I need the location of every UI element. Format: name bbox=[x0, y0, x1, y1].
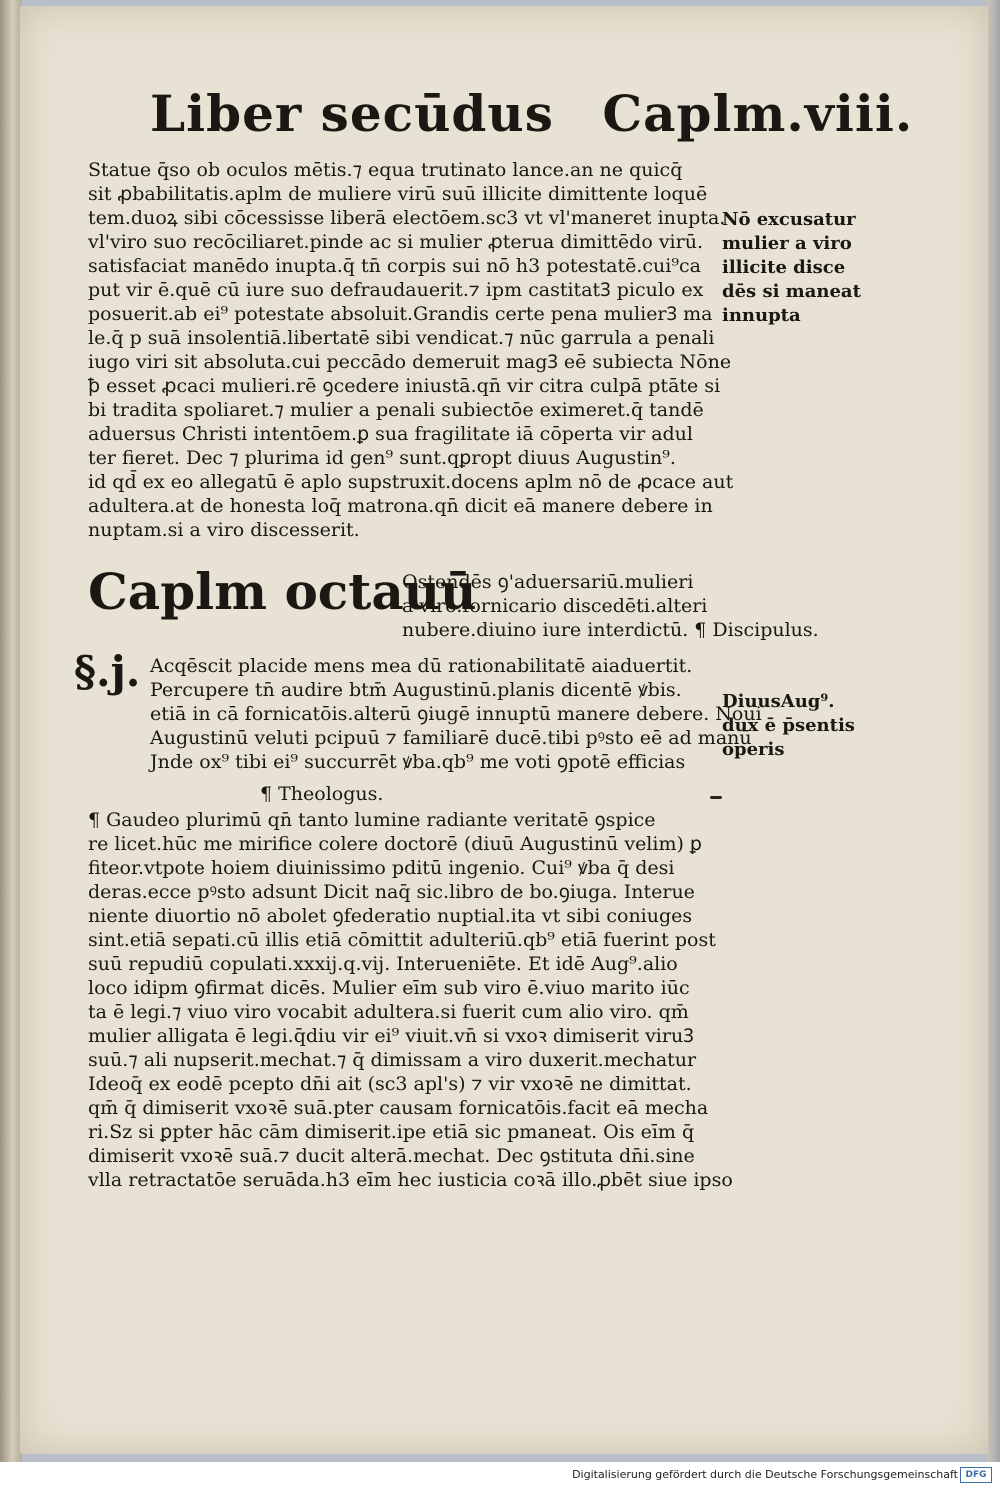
text-line: adultera.at de honesta loq̄ matrona.qn̄ dicit eā manere debere in bbox=[88, 495, 713, 517]
text-line: le.q̄ p suā insolentiā.libertatē sibi vendicat.⁊ nūc garrula a penali bbox=[88, 327, 715, 349]
text-line: suū.⁊ ali nupserit.mechat.⁊ q̄ dimissam a viro duxerit.mechatur bbox=[88, 1049, 697, 1071]
text-line: iugo viri sit absoluta.cui peccādo demeruit magꝪ eē subiecta Nōne bbox=[88, 351, 732, 373]
margin-note-line: innupta bbox=[722, 305, 801, 326]
text-line: deras.ecce pꝰsto adsunt Dicit naq̄ sic.libro de bo.ꝯiuga. Interue bbox=[88, 881, 695, 903]
chapter-summary-line: Ostendēs ꝯ'aduersariū.mulieri bbox=[402, 571, 694, 593]
text-line: id qd̄ ex eo allegatū ē aplo supstruxit.docens aplm nō de ꝓcace aut bbox=[88, 471, 734, 493]
text-line: etiā in cā fornicatōis.alterū ꝯiugē innuptū manere debere. Noui bbox=[150, 703, 762, 725]
text-line: niente diuortio nō abolet ꝯfederatio nuptial.ita vt sibi coniuges bbox=[88, 905, 693, 927]
section-mark: §.j. bbox=[74, 647, 141, 696]
text-line: posuerit.ab ei⁹ potestate absoluit.Grandis certe pena mulierꝪ ma bbox=[88, 303, 713, 325]
text-line: re licet.hūc me mirifice colere doctorē (diuū Augustinū velim) ꝑ bbox=[88, 833, 702, 855]
text-line: nuptam.si a viro discesserit. bbox=[88, 519, 360, 541]
text-line: Jnde ox⁹ tibi ei⁹ succurrēt ꝟba.qb⁹ me voti ꝯpotē efficias bbox=[150, 751, 686, 773]
margin-note-1 bbox=[722, 208, 882, 328]
margin-note-line: dux ē p̄sentis bbox=[722, 715, 855, 736]
running-head-right: Caplm.viii. bbox=[602, 84, 914, 143]
text-line: Acqēscit placide mens mea dū rationabilitatē aiaduertit. bbox=[150, 655, 693, 677]
chapter-summary bbox=[402, 570, 819, 642]
text-line: ta ē legi.⁊ viuo viro vocabit adultera.si fuerit cum alio viro. qm̄ bbox=[88, 1001, 689, 1023]
text-line: aduersus Christi intentōem.ꝑ sua fragilitate iā cōperta vir adul bbox=[88, 423, 693, 445]
chapter-title: Caplm octauū bbox=[88, 562, 477, 621]
running-head bbox=[150, 84, 943, 143]
text-line: satisfaciat manēdo inupta.q̄ tn̄ corpis sui nō h3 potestatē.cui⁹ca bbox=[88, 255, 701, 277]
text-line: Ideoq̄ ex eodē pcepto dn̄i ait (sc3 apl's) ⁊ vir vxoꝛē ne dimittat. bbox=[88, 1073, 692, 1095]
text-line: vlla retractatōe seruāda.h3 eīm hec iusticia coꝛā illo.ꝓbēt siue ipso bbox=[88, 1169, 733, 1191]
margin-note-line: illicite disce bbox=[722, 257, 846, 278]
text-line: sint.etiā sepati.cū illis etiā cōmittit adulteriū.qb⁹ etiā fuerint post bbox=[88, 929, 716, 951]
text-line: ter fieret. Dec ⁊ plurima id gen⁹ sunt.qꝑropt diuus Augustin⁹. bbox=[88, 447, 676, 469]
text-line: put vir ē.quē cū iure suo defraudauerit.⁊ ipm castitatꝪ piculo ex bbox=[88, 279, 704, 301]
text-block-3 bbox=[88, 808, 736, 1192]
text-line: ꝥ esset ꝓcaci mulieri.rē ꝯcedere iniustā.qn̄ vir citra culpā ptāte si bbox=[88, 375, 721, 397]
text-line: ri.Sz si ꝑpter hāc cām dimiserit.ipe etiā sic pmaneat. Ois eīm q̄ bbox=[88, 1121, 695, 1143]
margin-note-line: dēs si maneat bbox=[722, 281, 861, 302]
margin-note-line: DiuusAug⁹. bbox=[722, 691, 835, 712]
margin-note-line: Nō excusatur bbox=[722, 209, 856, 230]
text-line: fiteor.vtpote hoiem diuinissimo pditū ingenio. Cui⁹ ꝟba q̄ desi bbox=[88, 857, 675, 879]
ink-mark bbox=[710, 796, 722, 799]
margin-note-line: operis bbox=[722, 739, 785, 760]
margin-note-2 bbox=[722, 690, 882, 762]
text-line: Percupere tn̄ audire btm̄ Augustinū.planis dicentē ꝟbis. bbox=[150, 679, 682, 701]
running-head-left: Liber secūdus bbox=[150, 84, 554, 143]
dfg-logo: DFG bbox=[960, 1467, 992, 1483]
binding-edge bbox=[0, 0, 22, 1462]
chapter-summary-line: a viro.fornicario discedēti.alteri bbox=[402, 595, 708, 617]
text-line: bi tradita spoliaret.⁊ mulier a penali subiectōe eximeret.q̄ tandē bbox=[88, 399, 704, 421]
text-block-1 bbox=[88, 158, 736, 542]
page-edge bbox=[988, 0, 1000, 1462]
text-line: ¶ Gaudeo plurimū qn̄ tanto lumine radiante veritatē ꝯspice bbox=[88, 809, 656, 831]
footer-credit: Digitalisierung gefördert durch die Deutsche Forschungsgemeinschaft bbox=[572, 1468, 958, 1481]
chapter-summary-line: nubere.diuino iure interdictū. ¶ Discipulus. bbox=[402, 619, 819, 641]
footer-bar bbox=[0, 1462, 1000, 1488]
text-line: mulier alligata ē legi.q̄diu vir ei⁹ viuit.vn̄ si vxoꝛ dimiserit viruꝪ bbox=[88, 1025, 694, 1047]
text-line: Augustinū veluti pcipuū ⁊ familiarē ducē.tibi pꝰsto eē ad manū bbox=[150, 727, 752, 749]
margin-note-line: mulier a viro bbox=[722, 233, 852, 254]
text-line: dimiserit vxoꝛē suā.⁊ ducit alterā.mechat. Dec ꝯstituta dn̄i.sine bbox=[88, 1145, 695, 1167]
text-line: Statue q̄so ob oculos mētis.⁊ equa trutinato lance.an ne quicq̄ bbox=[88, 159, 683, 181]
text-line: sit ꝓbabilitatis.aplm de muliere virū suū illicite dimittente loquē bbox=[88, 183, 708, 205]
text-line: loco idipm ꝯfirmat dicēs. Mulier eīm sub viro ē.viuo marito iūc bbox=[88, 977, 690, 999]
text-line: qm̄ q̄ dimiserit vxoꝛē suā.pter causam fornicatōis.facit eā mecha bbox=[88, 1097, 709, 1119]
speaker-label: ¶ Theologus. bbox=[260, 783, 384, 805]
text-line: tem.duoꝝ sibi cōcessisse liberā electōem.sc3 vt vl'maneret inupta. bbox=[88, 207, 726, 229]
text-line: suū repudiū copulati.xxxij.q.vij. Interueniēte. Et idē Aug⁹.alio bbox=[88, 953, 678, 975]
text-line: vl'viro suo recōciliaret.pinde ac si mulier ꝓterua dimittēdo virū. bbox=[88, 231, 703, 253]
